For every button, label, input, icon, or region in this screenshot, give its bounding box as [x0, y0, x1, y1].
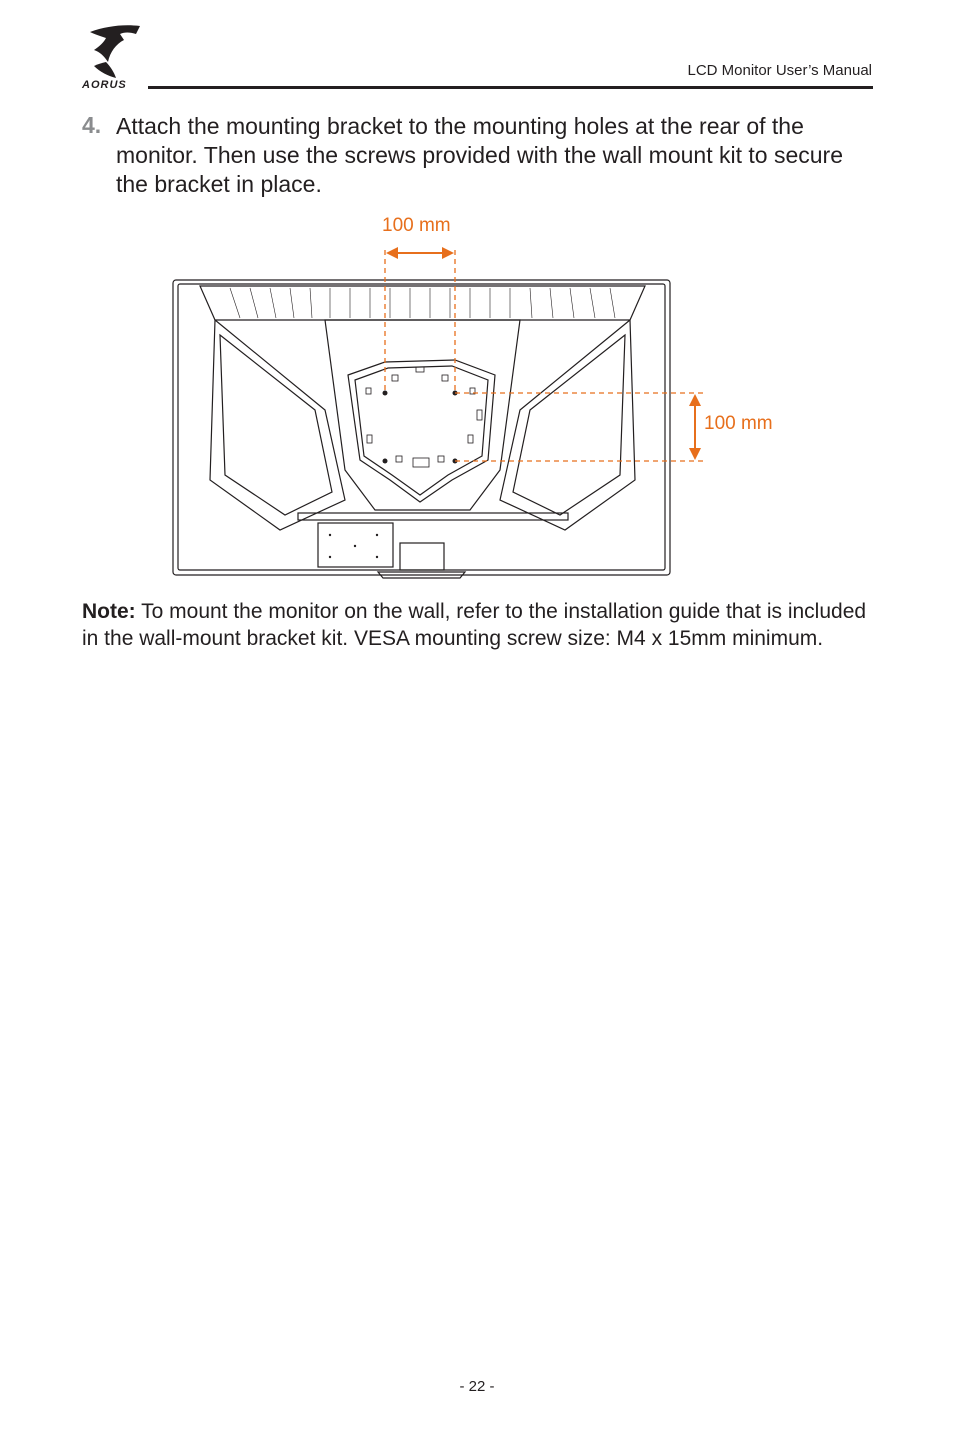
vertical-spacing-label: 100 mm — [704, 413, 773, 434]
step-number: 4. — [82, 112, 102, 138]
aorus-logo-icon — [80, 22, 146, 90]
step-text: Attach the mounting bracket to the mounting holes at the rear of the monitor. Then use the screws provided with the wall mount kit to secure the bracket in place. — [116, 113, 843, 197]
header-divider — [148, 86, 873, 89]
note-text: To mount the monitor on the wall, refer to the installation guide that is included in the wall-mount bracket kit. VESA mounting screw size: M4 x 15mm minimum. — [82, 600, 867, 650]
horizontal-spacing-label: 100 mm — [382, 215, 451, 236]
svg-text:AORUS: AORUS — [82, 79, 127, 90]
note-paragraph — [82, 598, 882, 652]
monitor-rear-diagram — [170, 210, 790, 580]
page-number: - 22 - — [459, 1378, 495, 1395]
monitor-rear-illustration — [170, 210, 790, 580]
note-label: Note: — [82, 600, 136, 623]
manual-title: LCD Monitor User’s Manual — [687, 62, 872, 79]
